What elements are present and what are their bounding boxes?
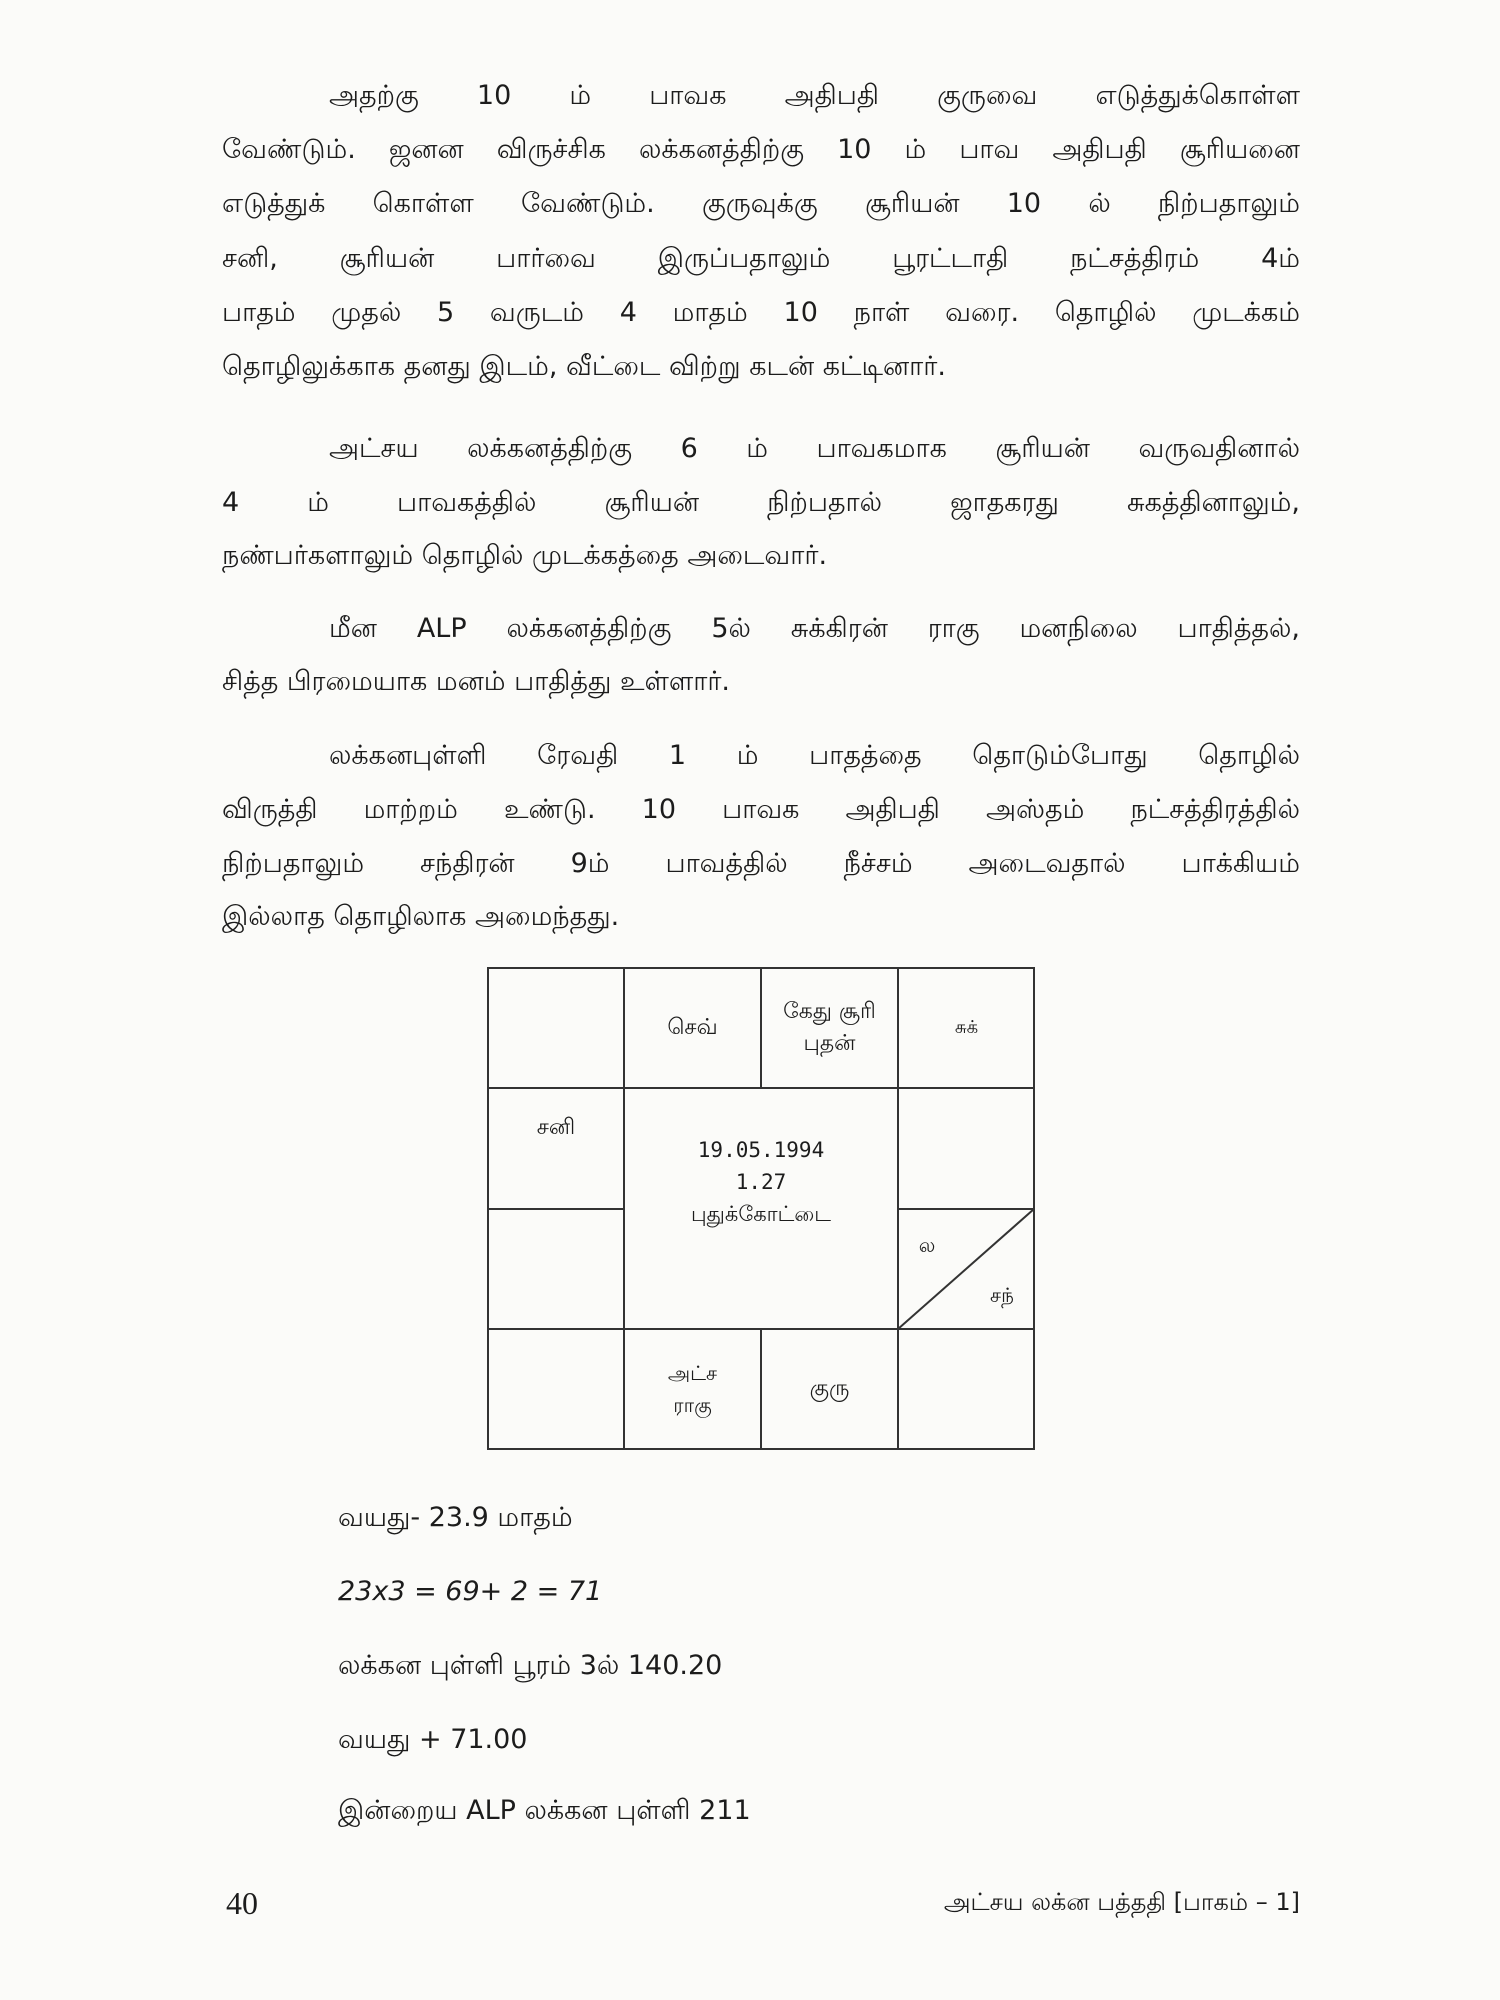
lagna-label bbox=[907, 1225, 947, 1265]
page-number: 40 bbox=[226, 1885, 258, 1921]
birth-date: 19.05.1994 bbox=[697, 1138, 825, 1162]
planet-label: சந் bbox=[990, 1283, 1014, 1307]
planet-label: ல bbox=[918, 1233, 936, 1257]
text-line: நண்பர்களாலும் தொழில் முடக்கத்தை அடைவார். bbox=[222, 540, 828, 571]
planet-label: ராகு bbox=[673, 1393, 712, 1417]
text-line: பாதம் முதல் 5 வருடம் 4 மாதம் 10 நாள் வரை. தொழில் முடக்கம் bbox=[222, 297, 1300, 328]
text-line: எடுத்துக் கொள்ள வேண்டும். குருவுக்கு சூரியன் 10 ல் நிற்பதாலும் bbox=[222, 188, 1300, 219]
text-line: அதற்கு 10 ம் பாவக அதிபதி குருவை எடுத்துக்கொள்ள bbox=[329, 80, 1300, 111]
text-line: மீன ALP லக்கனத்திற்கு 5ல் சுக்கிரன் ராகு மனநிலை பாதித்தல், bbox=[329, 613, 1300, 644]
text-line: தொழிலுக்காக தனது இடம், வீட்டை விற்று கடன் கட்டினார். bbox=[222, 351, 946, 382]
calc-line: வயது + 71.00 bbox=[338, 1724, 528, 1755]
text-line: லக்கனபுள்ளி ரேவதி 1 ம் பாதத்தை தொடும்போது தொழில் bbox=[329, 740, 1300, 771]
text-line: 4 ம் பாவகத்தில் சூரியன் நிற்பதால் ஜாதகரது சுகத்தினாலும், bbox=[222, 487, 1300, 518]
planet-label: சுக் bbox=[954, 1017, 979, 1038]
planet-label: புதன் bbox=[803, 1031, 856, 1056]
house-cell bbox=[898, 968, 1035, 1088]
house-cell bbox=[624, 1329, 761, 1449]
house-cell bbox=[488, 1088, 624, 1168]
planet-label: சனி bbox=[536, 1115, 576, 1140]
text-line: சித்த பிரமையாக மனம் பாதித்து உள்ளார். bbox=[222, 666, 731, 697]
birth-place: புதுக்கோட்டை bbox=[691, 1202, 831, 1226]
house-cell bbox=[761, 1329, 898, 1449]
chart-center bbox=[624, 1127, 898, 1237]
planet-label: அட்ச bbox=[667, 1361, 718, 1385]
house-cell bbox=[624, 968, 761, 1088]
text-line: இல்லாத தொழிலாக அமைந்தது. bbox=[222, 901, 620, 932]
calc-line: லக்கன புள்ளி பூரம் 3ல் 140.20 bbox=[338, 1650, 723, 1681]
moon-label bbox=[977, 1275, 1027, 1315]
text-line: விருத்தி மாற்றம் உண்டு. 10 பாவக அதிபதி அஸ்தம் நட்சத்திரத்தில் bbox=[222, 794, 1300, 825]
birth-time: 1.27 bbox=[735, 1170, 787, 1194]
calc-line: 23x3 = 69+ 2 = 71 bbox=[338, 1576, 603, 1607]
planet-label: கேது சூரி bbox=[783, 999, 876, 1024]
text-line: வேண்டும். ஜனன விருச்சிக லக்கனத்திற்கு 10 ம் பாவ அதிபதி சூரியனை bbox=[222, 134, 1300, 165]
text-line: நிற்பதாலும் சந்திரன் 9ம் பாவத்தில் நீச்சம் அடைவதால் பாக்கியம் bbox=[222, 848, 1300, 879]
planet-label: குரு bbox=[809, 1376, 850, 1401]
calc-line: இன்றைய ALP லக்கன புள்ளி 211 bbox=[338, 1795, 751, 1826]
planet-label: செவ் bbox=[667, 1015, 718, 1040]
horoscope-chart bbox=[487, 967, 1035, 1450]
text-line: சனி, சூரியன் பார்வை இருப்பதாலும் பூரட்டாதி நட்சத்திரம் 4ம் bbox=[222, 243, 1300, 274]
running-footer-title: அட்சய லக்ன பத்ததி [பாகம் – 1] bbox=[943, 1888, 1300, 1916]
house-cell bbox=[761, 968, 898, 1088]
text-line: அட்சய லக்கனத்திற்கு 6 ம் பாவகமாக சூரியன் வருவதினால் bbox=[329, 433, 1300, 464]
calc-line: வயது- 23.9 மாதம் bbox=[338, 1502, 573, 1533]
